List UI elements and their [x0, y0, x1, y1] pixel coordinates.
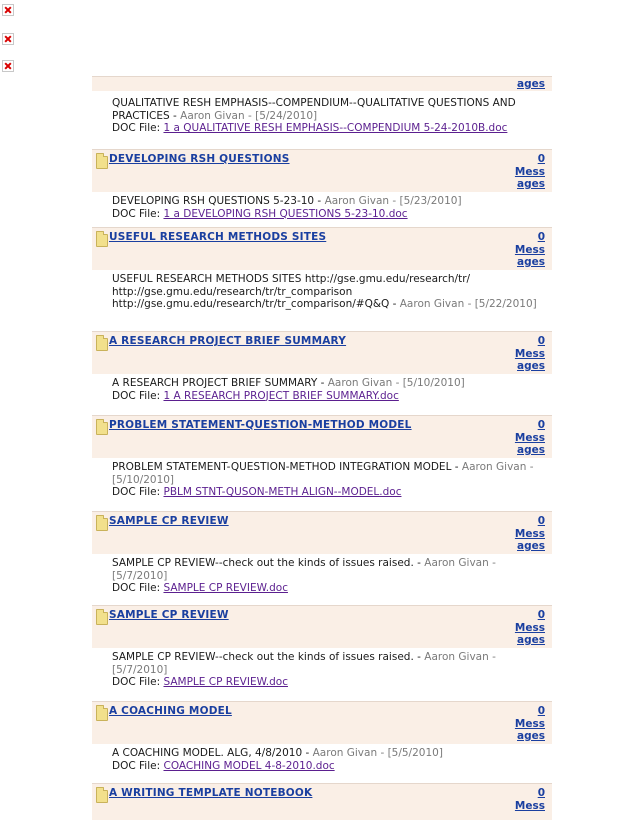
folder-icon: [96, 338, 108, 351]
broken-image-3: [2, 60, 14, 72]
doc-file-link[interactable]: 1 A RESEARCH PROJECT BRIEF SUMMARY.doc: [163, 389, 399, 402]
topic-description: QUALITATIVE RESH EMPHASIS--COMPENDIUM--QUALITATIVE QUESTIONS AND PRACTICES: [112, 97, 516, 122]
doc-file-link[interactable]: PBLM STNT-QUSON-METH ALIGN--MODEL.doc: [163, 486, 402, 498]
folder-icon: [96, 422, 108, 435]
message-count-label-tail[interactable]: ages: [517, 730, 545, 742]
message-count[interactable]: [515, 419, 545, 457]
topic-body: DEVELOPING RSH QUESTIONS 5-23-10 - Aaron Givan - [5/23/2010] DOC File: 1 a DEVELOPING RSH QUESTIONS 5-23-10.doc: [112, 195, 462, 220]
topic-header: [92, 701, 552, 744]
message-count-label[interactable]: Mess: [514, 717, 545, 730]
topic-author: Aaron Givan - [5/10/2010]: [327, 377, 465, 389]
doc-label: DOC File:: [112, 582, 161, 594]
folder-icon: [96, 156, 108, 169]
folder-icon: [96, 708, 108, 721]
doc-file-link[interactable]: SAMPLE CP REVIEW.doc: [163, 676, 288, 688]
message-count-label-tail[interactable]: ages: [517, 634, 545, 646]
topic-title-link[interactable]: DEVELOPING RSH QUESTIONS: [109, 153, 290, 165]
topic-author: Aaron Givan - [5/24/2010]: [180, 109, 318, 122]
message-count-number[interactable]: 0: [537, 153, 545, 165]
topic-title-link[interactable]: USEFUL RESEARCH METHODS SITES: [109, 231, 327, 243]
doc-label: DOC File:: [112, 122, 161, 134]
message-count-number[interactable]: 0: [537, 705, 545, 717]
message-count-label-tail[interactable]: ages: [517, 540, 545, 552]
topic-description: DEVELOPING RSH QUESTIONS 5-23-10: [112, 195, 315, 207]
topic-body: A RESEARCH PROJECT BRIEF SUMMARY - Aaron Givan - [5/10/2010] DOC File: 1 A RESEARCH PROJECT BRIEF SUMMARY.doc: [112, 377, 465, 402]
folder-icon: [96, 612, 108, 625]
message-count[interactable]: [515, 231, 545, 269]
message-count-number[interactable]: 0: [537, 231, 545, 243]
message-count-label-tail[interactable]: ages: [517, 360, 545, 372]
topic-header: [92, 149, 552, 192]
topic-body: QUALITATIVE RESH EMPHASIS--COMPENDIUM--QUALITATIVE QUESTIONS AND PRACTICES - Aaron Givan - [5/24/2010] DOC File: 1 a QUALITATIVE RESH EMPHASIS--COMPENDIUM 5-24-2010B.doc: [112, 97, 516, 134]
topic-author: Aaron Givan - [5/10/2010]: [112, 461, 534, 486]
message-count-label[interactable]: Mess: [514, 621, 545, 634]
doc-file-link[interactable]: 1 a DEVELOPING RSH QUESTIONS 5-23-10.doc: [163, 207, 408, 220]
topic-author: Aaron Givan - [5/22/2010]: [399, 298, 537, 310]
message-count[interactable]: [515, 153, 545, 191]
folder-icon: [96, 234, 108, 247]
broken-image-2: [2, 33, 14, 45]
message-count[interactable]: [515, 787, 545, 812]
message-count-number[interactable]: 0: [537, 515, 545, 527]
doc-label: DOC File:: [112, 759, 161, 772]
topic-author: Aaron Givan - [5/5/2010]: [312, 747, 443, 759]
topic-description: A COACHING MODEL. ALG, 4/8/2010: [112, 747, 303, 759]
topic-description: PROBLEM STATEMENT-QUESTION-METHOD INTEGRATION MODEL: [112, 461, 452, 473]
message-count-label[interactable]: Mess: [514, 527, 545, 540]
topic-body: USEFUL RESEARCH METHODS SITES http://gse.gmu.edu/research/tr/ http://gse.gmu.edu/research/tr/tr_comparison http://gse.gmu.edu/research/tr/tr_comparison/#Q&Q - Aaron Givan - [5/22/2010]: [112, 273, 537, 310]
messages-link[interactable]: ages: [517, 78, 545, 90]
doc-label: DOC File:: [112, 676, 161, 688]
topic-header: [92, 227, 552, 270]
doc-file-link[interactable]: COACHING MODEL 4-8-2010.doc: [163, 759, 335, 772]
topic-body: SAMPLE CP REVIEW--check out the kinds of issues raised. - Aaron Givan - [5/7/2010] DOC File: SAMPLE CP REVIEW.doc: [112, 557, 496, 594]
message-count[interactable]: [515, 515, 545, 553]
topic-body: SAMPLE CP REVIEW--check out the kinds of issues raised. - Aaron Givan - [5/7/2010] DOC File: SAMPLE CP REVIEW.doc: [112, 651, 496, 688]
topic-header: [92, 783, 552, 820]
topic-header: [92, 415, 552, 458]
doc-file-link[interactable]: SAMPLE CP REVIEW.doc: [163, 582, 288, 594]
doc-label: DOC File:: [112, 389, 161, 402]
topic-body: PROBLEM STATEMENT-QUESTION-METHOD INTEGRATION MODEL - Aaron Givan - [5/10/2010] DOC File: PBLM STNT-QUSON-METH ALIGN--MODEL.doc: [112, 461, 534, 498]
topic-author: Aaron Givan - [5/7/2010]: [112, 557, 496, 582]
topic-header: [92, 605, 552, 648]
topic-body: A COACHING MODEL. ALG, 4/8/2010 - Aaron Givan - [5/5/2010] DOC File: COACHING MODEL 4-8-2010.doc: [112, 747, 443, 772]
message-count[interactable]: [517, 78, 545, 91]
topic-title-link[interactable]: SAMPLE CP REVIEW: [109, 515, 229, 527]
topic-author: Aaron Givan - [5/7/2010]: [112, 651, 496, 676]
message-count-label[interactable]: Mess: [514, 347, 545, 360]
message-count-number[interactable]: 0: [537, 335, 545, 347]
message-count[interactable]: [515, 335, 545, 373]
topic-title-link[interactable]: SAMPLE CP REVIEW: [109, 609, 229, 621]
message-count-number[interactable]: 0: [537, 419, 545, 431]
message-count-label-tail[interactable]: ages: [517, 444, 545, 456]
topic-title-link[interactable]: A RESEARCH PROJECT BRIEF SUMMARY: [109, 335, 347, 347]
doc-file-link[interactable]: 1 a QUALITATIVE RESH EMPHASIS--COMPENDIUM 5-24-2010B.doc: [163, 122, 508, 134]
broken-image-1: [2, 4, 14, 16]
message-count[interactable]: [515, 609, 545, 647]
message-count-number[interactable]: 0: [537, 609, 545, 621]
topic-list: [92, 76, 552, 820]
topic-header: [92, 331, 552, 374]
folder-icon: [96, 790, 108, 803]
message-count-label[interactable]: Mess: [514, 431, 545, 444]
doc-label: DOC File:: [112, 486, 161, 498]
message-count-label[interactable]: Mess: [514, 243, 545, 256]
message-count-label-tail[interactable]: ages: [517, 256, 545, 268]
topic-title-link[interactable]: PROBLEM STATEMENT-QUESTION-METHOD MODEL: [109, 419, 412, 431]
message-count-number[interactable]: 0: [537, 787, 545, 799]
doc-label: DOC File:: [112, 207, 161, 220]
topic-description: A RESEARCH PROJECT BRIEF SUMMARY: [112, 377, 318, 389]
topic-title-link[interactable]: A WRITING TEMPLATE NOTEBOOK: [109, 787, 313, 799]
topic-header: [92, 76, 552, 91]
topic-description: SAMPLE CP REVIEW--check out the kinds of issues raised.: [112, 651, 414, 663]
message-count-label[interactable]: Mess: [514, 799, 545, 812]
message-count-label[interactable]: Mess: [514, 165, 545, 178]
topic-header: [92, 511, 552, 554]
topic-description: SAMPLE CP REVIEW--check out the kinds of issues raised.: [112, 557, 414, 569]
message-count-label-tail[interactable]: ages: [517, 178, 545, 190]
message-count[interactable]: [515, 705, 545, 743]
topic-title-link[interactable]: A COACHING MODEL: [109, 705, 232, 717]
topic-description: USEFUL RESEARCH METHODS SITES http://gse.gmu.edu/research/tr/ http://gse.gmu.edu/research/tr/tr_comparison http://gse.gmu.edu/research/tr/tr_comparison/#Q&Q: [112, 273, 471, 310]
topic-author: Aaron Givan - [5/23/2010]: [324, 195, 462, 207]
folder-icon: [96, 518, 108, 531]
